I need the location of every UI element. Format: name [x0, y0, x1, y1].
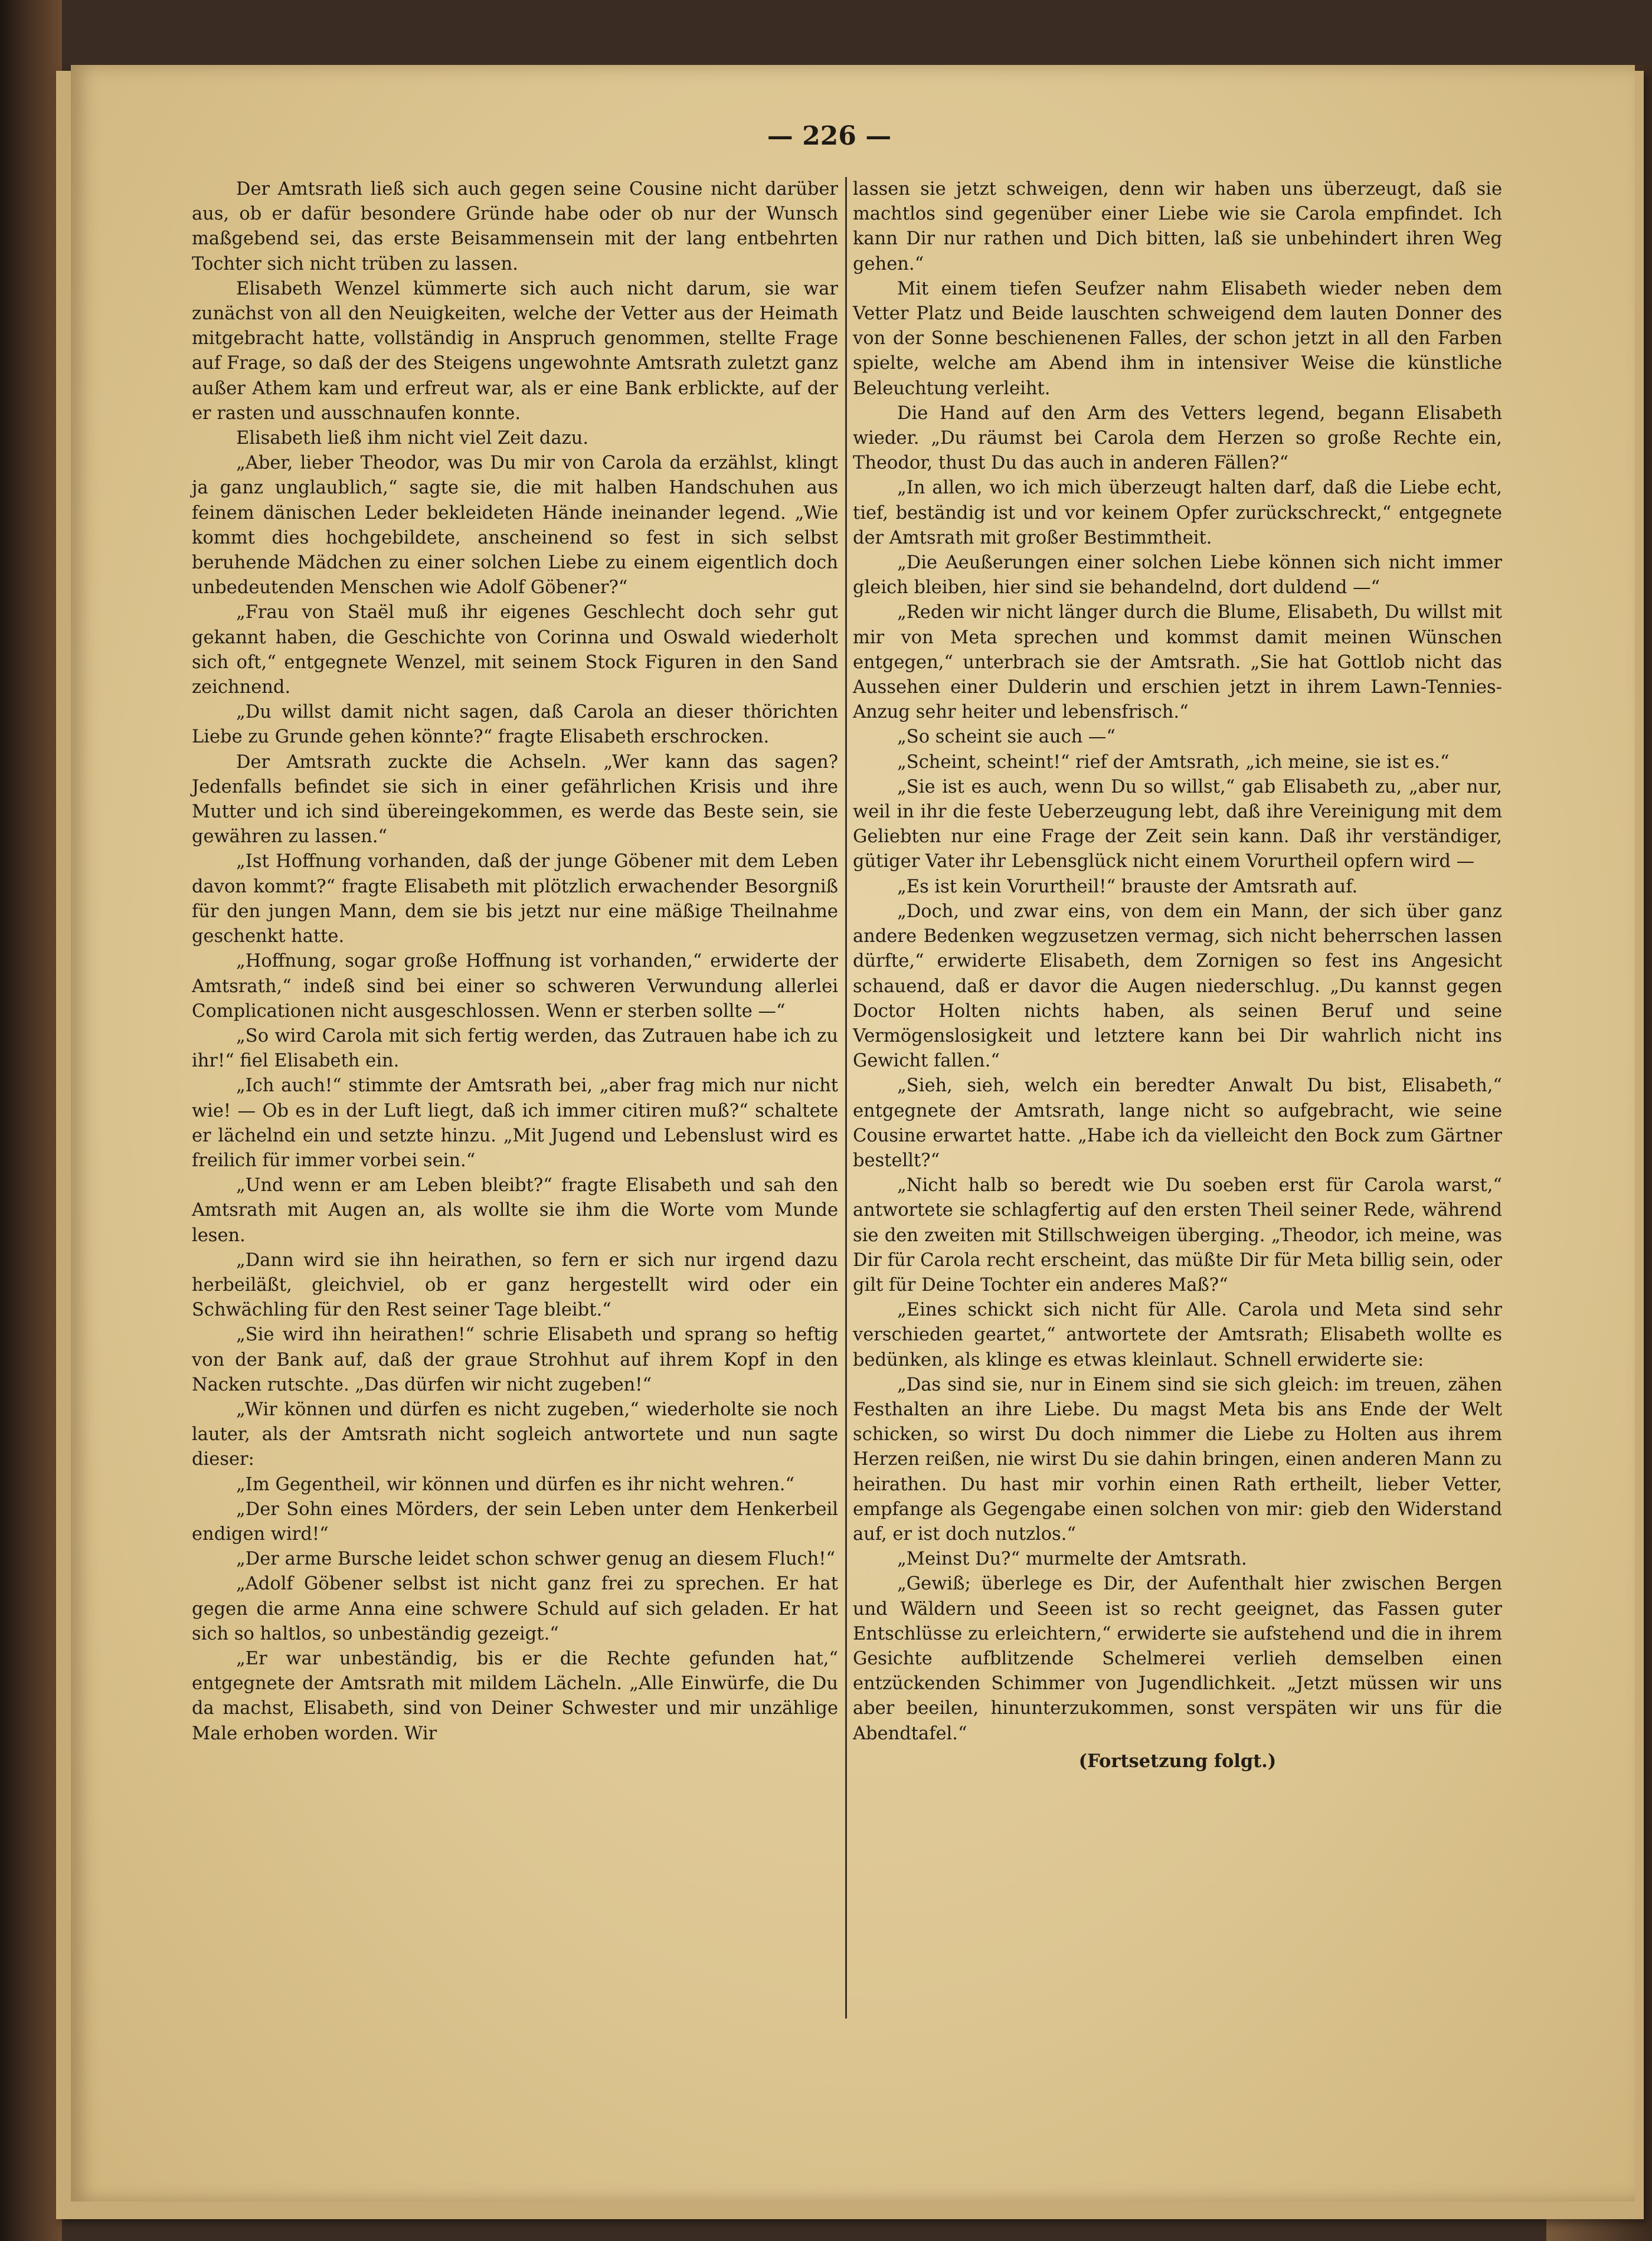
left-column	[192, 177, 838, 1746]
paragraph: „Ich auch!“ stimmte der Amtsrath bei, „aber frag mich nur nicht wie! — Ob es in der Luft liegt, daß ich immer citiren muß?“ schaltete er lächelnd ein und setzte hinzu. „Mit Jugend und Lebenslust wird es freilich für immer vorbei sein.“	[192, 1075, 838, 1171]
paragraph: Die Hand auf den Arm des Vetters legend, begann Elisabeth wieder. „Du räumst bei Carola dem Herzen so große Rechte ein, Theodor, thust Du das auch in anderen Fällen?“	[853, 403, 1502, 474]
paragraph: „Aber, lieber Theodor, was Du mir von Carola da erzählst, klingt ja ganz unglaublich,“ sagte sie, die mit halben Handschuhen aus feinem dänischen Leder bekleideten Hände ineinander legend. „Wie kommt dies hochgebildete, anscheinend so fest in sich selbst beruhende Mädchen zu einer solchen Liebe zu einem eigentlich doch unbedeutenden Menschen wie Adolf Göbener?“	[192, 453, 838, 598]
paragraph: „Ist Hoffnung vorhanden, daß der junge Göbener mit dem Leben davon kommt?“ fragte Elisabeth mit plötzlich erwachender Besorgniß für den jungen Mann, dem sie bis jetzt nur eine mäßige Theilnahme geschenkt hatte.	[192, 851, 838, 947]
paragraph: „Eines schickt sich nicht für Alle. Carola und Meta sind sehr verschieden geartet,“ antwortete der Amtsrath; Elisabeth wollte es bedünken, als klinge es etwas kleinlaut. Schnell erwiderte sie:	[853, 1300, 1502, 1370]
paragraph: „In allen, wo ich mich überzeugt halten darf, daß die Liebe echt, tief, beständig ist und vor keinem Opfer zurückschreckt,“ entgegnete der Amtsrath mit großer Bestimmtheit.	[853, 477, 1502, 548]
paragraph: Elisabeth Wenzel kümmerte sich auch nicht darum, sie war zunächst von all den Neuigkeiten, welche der Vetter aus der Heimath mitgebracht hatte, vollständig in Anspruch genommen, stellte Frage auf Frage, so daß der des Steigens ungewohnte Amtsrath zuletzt ganz außer Athem kam und erfreut war, als er eine Bank erblickte, auf der er rasten und ausschnaufen konnte.	[192, 278, 838, 424]
paragraph: „Sie wird ihn heirathen!“ schrie Elisabeth und sprang so heftig von der Bank auf, daß der graue Strohhut auf ihrem Kopf in den Nacken rutschte. „Das dürfen wir nicht zugeben!“	[192, 1324, 838, 1395]
paragraph: „Wir können und dürfen es nicht zugeben,“ wiederholte sie noch lauter, als der Amtsrath nicht sogleich antwortete und nun sagte dieser:	[192, 1399, 838, 1470]
paragraph: „Und wenn er am Leben bleibt?“ fragte Elisabeth und sah den Amtsrath mit Augen an, als wollte sie ihm die Worte vom Munde lesen.	[192, 1175, 838, 1246]
paragraph: Der Amtsrath ließ sich auch gegen seine Cousine nicht darüber aus, ob er dafür besondere Gründe habe oder ob nur der Wunsch maßgebend sei, das erste Beisammensein mit der lang entbehrten Tochter sich nicht trüben zu lassen.	[192, 179, 838, 274]
paragraph: Elisabeth ließ ihm nicht viel Zeit dazu.	[236, 428, 589, 449]
paragraph: „Nicht halb so beredt wie Du soeben erst für Carola warst,“ antwortete sie schlagfertig auf den ersten Theil seiner Rede, während sie den zweiten mit Stillschweigen überging. „Theodor, ich meine, was Dir für Carola recht erscheint, das müßte Dir für Meta billig sein, oder gilt für Deine Tochter ein anderes Maß?“	[853, 1175, 1502, 1295]
paragraph: „Adolf Göbener selbst ist nicht ganz frei zu sprechen. Er hat gegen die arme Anna eine schwere Schuld auf sich geladen. Er hat sich so haltlos, so unbeständig gezeigt.“	[192, 1573, 838, 1644]
paragraph-continuation: lassen sie jetzt schweigen, denn wir haben uns überzeugt, daß sie machtlos sind gegenüber einer Liebe wie sie Carola empfindet. Ich kann Dir nur rathen und Dich bitten, laß sie unbehindert ihren Weg gehen.“	[853, 179, 1502, 274]
paragraph: „Meinst Du?“ murmelte der Amtsrath.	[897, 1549, 1247, 1570]
column-divider	[845, 177, 847, 2018]
paragraph: „Reden wir nicht länger durch die Blume, Elisabeth, Du willst mit mir von Meta sprechen und kommst damit meinen Wünschen entgegen,“ unterbrach sie der Amtsrath. „Sie hat Gottlob nicht das Aussehen einer Dulderin und erschien jetzt in ihrem Lawn-Tennies-Anzug sehr heiter und lebensfrisch.“	[853, 602, 1502, 723]
page-number: — 226 —	[767, 121, 892, 151]
paragraph: „Sieh, sieh, welch ein beredter Anwalt Du bist, Elisabeth,“ entgegnete der Amtsrath, lange nicht so aufgebracht, wie seine Cousine erwartet hatte. „Habe ich da vielleicht den Bock zum Gärtner bestellt?“	[853, 1075, 1502, 1171]
paragraph: „Dann wird sie ihn heirathen, so fern er sich nur irgend dazu herbeiläßt, gleichviel, ob er ganz hergestellt wird oder ein Schwächling für den Rest seiner Tage bleibt.“	[192, 1249, 838, 1321]
paragraph: „Scheint, scheint!“ rief der Amtsrath, „ich meine, sie ist es.“	[897, 751, 1450, 773]
paragraph: „So wird Carola mit sich fertig werden, das Zutrauen habe ich zu ihr!“ fiel Elisabeth ein.	[192, 1025, 838, 1072]
paragraph: „Er war unbeständig, bis er die Rechte gefunden hat,“ entgegnete der Amtsrath mit mildem Lächeln. „Alle Einwürfe, die Du da machst, Elisabeth, sind von Deiner Schwester und mir unzählige Male erhoben worden. Wir	[192, 1648, 838, 1744]
paragraph: „Frau von Staël muß ihr eigenes Geschlecht doch sehr gut gekannt haben, die Geschichte von Corinna und Oswald wiederholt sich oft,“ entgegnete Wenzel, mit seinem Stock Figuren in den Sand zeichnend.	[192, 602, 838, 698]
paragraph: Der Amtsrath zuckte die Achseln. „Wer kann das sagen? Jedenfalls befindet sie sich in einer gefährlichen Krisis und ihre Mutter und ich sind übereingekommen, es werde das Beste sein, sie gewähren zu lassen.“	[192, 751, 838, 848]
right-column	[853, 177, 1502, 1774]
paragraph: „Hoffnung, sogar große Hoffnung ist vorhanden,“ erwiderte der Amtsrath,“ indeß sind bei einer so schweren Verwundung allerlei Complicationen nicht ausgeschlossen. Wenn er sterben sollte —“	[192, 951, 838, 1022]
paragraph: „Sie ist es auch, wenn Du so willst,“ gab Elisabeth zu, „aber nur, weil in ihr die feste Ueberzeugung lebt, daß ihre Vereinigung mit dem Geliebten nur eine Frage der Zeit sein kann. Daß ihr verständiger, gütiger Vater ihr Lebensglück nicht einem Vorurtheil opfern wird —	[853, 776, 1502, 872]
paragraph: „Doch, und zwar eins, von dem ein Mann, der sich über ganz andere Bedenken wegzusetzen vermag, sich nicht beherrschen lassen dürfte,“ erwiderte Elisabeth, dem Zornigen so fest ins Angesicht schauend, daß er davor die Augen niederschlug. „Du kannst gegen Doctor Holten nichts haben, als seinen Beruf und seine Vermögenslosigkeit und letztere kann bei Dir wahrlich nicht ins Gewicht fallen.“	[853, 901, 1502, 1072]
paragraph: „Der Sohn eines Mörders, der sein Leben unter dem Henkerbeil endigen wird!“	[192, 1499, 838, 1545]
paragraph: „Das sind sie, nur in Einem sind sie sich gleich: im treuen, zähen Festhalten an ihre Liebe. Du magst Meta bis ans Ende der Welt schicken, so wirst Du doch nimmer die Liebe zu Holten aus ihrem Herzen reißen, nie wirst Du sie dahin bringen, einen anderen Mann zu heirathen. Du hast mir vorhin einen Rath ertheilt, lieber Vetter, empfange als Gegengabe einen solchen von mir: gieb den Widerstand auf, er ist doch nutzlos.“	[853, 1374, 1502, 1545]
paragraph: „Die Aeußerungen einer solchen Liebe können sich nicht immer gleich bleiben, hier sind sie behandelnd, dort duldend —“	[853, 552, 1502, 598]
paragraph: „Im Gegentheil, wir können und dürfen es ihr nicht wehren.“	[236, 1474, 795, 1495]
paragraph: „So scheint sie auch —“	[897, 727, 1116, 748]
paragraph: „Gewiß; überlege es Dir, der Aufenthalt hier zwischen Bergen und Wäldern und Seeen ist so recht geeignet, das Fassen guter Entschlüsse zu erleichtern,“ erwiderte sie aufstehend und die in ihrem Gesichte aufblitzende Schelmerei verlieh demselben einen entzückenden Schimmer von Jugendlichkeit. „Jetzt müssen wir uns aber beeilen, hinunterzukommen, sonst verspäten wir uns für die Abendtafel.“	[853, 1573, 1502, 1744]
paragraph: „Der arme Bursche leidet schon schwer genug an diesem Fluch!“	[236, 1549, 836, 1570]
paragraph: „Es ist kein Vorurtheil!“ brauste der Amtsrath auf.	[897, 876, 1358, 897]
paragraph: Mit einem tiefen Seufzer nahm Elisabeth wieder neben dem Vetter Platz und Beide lauschten schweigend dem lauten Donner des von der Sonne beschienenen Falles, der schon jetzt in all den Farben spielte, welche am Abend ihm in intensiver Weise die künstliche Beleuchtung verleiht.	[853, 278, 1502, 399]
paragraph: „Du willst damit nicht sagen, daß Carola an dieser thörichten Liebe zu Grunde gehen könnte?“ fragte Elisabeth erschrocken.	[192, 702, 838, 748]
book-binding	[0, 0, 62, 2241]
continuation-note: (Fortsetzung folgt.)	[1078, 1750, 1277, 1772]
